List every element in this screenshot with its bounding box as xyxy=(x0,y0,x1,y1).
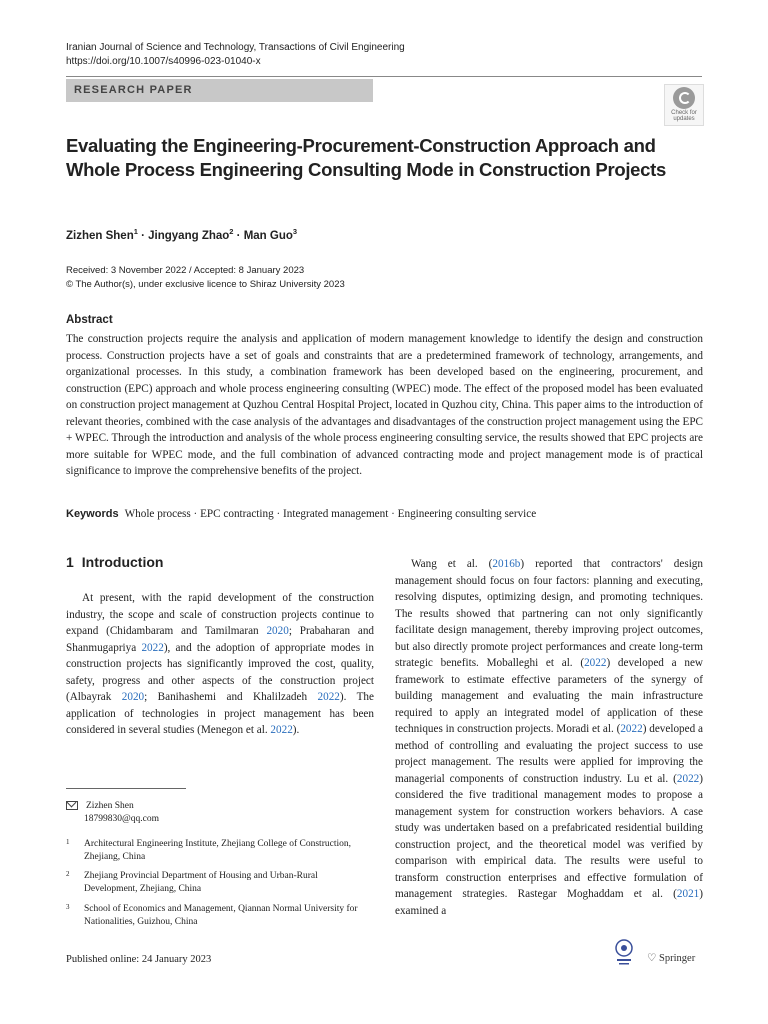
body-text: ) developed a new framework to estimate effective parameters of the synergy of building management and evaluating the main infrastructure required to apply an integrated model of application of these techniques in construction projects. Moradi et al. ( xyxy=(395,657,703,735)
abstract-heading: Abstract xyxy=(66,314,113,326)
publisher-logos xyxy=(611,938,703,972)
article-dates xyxy=(66,264,345,292)
citation-link[interactable]: 2021 xyxy=(676,888,700,900)
body-text: ), and the adoption of appropriate modes in construction projects has significantly improved the cost, quality, safety, progress and other aspects of the construction project (Albayrak xyxy=(66,641,374,703)
affiliation-number: 2 xyxy=(66,870,70,878)
keywords-text: Whole process · EPC contracting · Integrated management · Engineering consulting service xyxy=(124,508,537,520)
citation-link[interactable]: 2016b xyxy=(492,558,521,570)
body-text: ) developed a method of controlling and evaluating the project success to use project management. The results were applied for improving the managerial components of construction industry. Lu et al. ( xyxy=(395,723,703,785)
author-separator: · xyxy=(233,229,244,242)
body-text: At present, with the rapid development of the construction industry, the scope and scale of construction projects continue to expand (Chidambaram and Tamilmaran xyxy=(66,592,374,637)
body-text: ; Prabaharan and Shanmugapriya xyxy=(66,625,375,654)
received-accepted: Received: 3 November 2022 / Accepted: 8 January 2023 xyxy=(66,265,305,276)
check-for-updates-button[interactable] xyxy=(664,84,704,126)
body-text: ). xyxy=(292,724,300,736)
keywords-label: Keywords xyxy=(66,508,119,520)
published-date: Published online: 24 January 2023 xyxy=(66,954,212,965)
doi-link[interactable]: https://doi.org/10.1007/s40996-023-01040-x xyxy=(66,56,261,67)
author-affiliation-mark: 2 xyxy=(229,227,234,236)
body-text: ; Banihashemi and Khalilzadeh xyxy=(144,691,318,703)
check-updates-icon xyxy=(673,87,695,109)
body-text: ) reported that contractors' design management should focus on four factors: planning and executing, resolving disputes, optimizing design, and promoting techniques. The results showed that partnering can not only significantly facilitate design management, thereby improving project outcomes, but also directly promote project performances and create long-term strategic benefits. Moballeghi et al. ( xyxy=(395,558,703,669)
affiliation-text: Architectural Engineering Institute, Zhejiang College of Construction, Zhejiang, China xyxy=(84,839,351,862)
springer-logo: ♡ Springer xyxy=(647,953,696,964)
citation-link[interactable]: 2022 xyxy=(141,641,164,654)
citation-link[interactable]: 2020 xyxy=(266,625,289,637)
citation-link[interactable]: 2022 xyxy=(317,691,340,703)
body-text: Wang et al. ( xyxy=(411,558,493,570)
article-title: Evaluating the Engineering-Procurement-Construction Approach and Whole Process Engineering Consulting Mode in Construction Projects xyxy=(66,135,667,180)
affiliation-1 xyxy=(66,838,366,863)
footnote-rule xyxy=(66,788,186,789)
affiliation-text: School of Economics and Management, Qiannan Normal University for Nationalities, Guizhou, China xyxy=(84,904,358,927)
check-updates-label: Check for updates xyxy=(671,110,697,122)
author-name[interactable]: Jingyang Zhao xyxy=(148,229,230,242)
journal-name: Iranian Journal of Science and Technology, Transactions of Civil Engineering xyxy=(66,42,405,53)
body-text: ) considered the five traditional management modes to propose a management system for construction workers behaviors. A case study was undertaken based on a prefabricated residential building construction project, and the theoretical model was verified by comparison with empirical data. The results were useful to transform construction enterprises and effective formulation of management strategies. Rastegar Moghaddam et al. ( xyxy=(395,772,703,900)
section-number: 1 xyxy=(66,554,74,570)
article-type-label: RESEARCH PAPER xyxy=(74,84,193,96)
author-separator: · xyxy=(137,229,149,242)
citation-link[interactable]: 2022 xyxy=(584,657,607,669)
citation-link[interactable]: 2020 xyxy=(121,691,145,703)
copyright-line: © The Author(s), under exclusive licence to Shiraz University 2023 xyxy=(66,279,345,290)
citation-link[interactable]: 2022 xyxy=(676,772,700,785)
affiliation-text: Zhejiang Provincial Department of Housing and Urban-Rural Development, Zhejiang, China xyxy=(84,871,318,894)
intro-right-column xyxy=(395,556,703,919)
body-text: ) examined a xyxy=(395,888,703,917)
abstract-text: The construction projects require the analysis and application of modern management knowledge to identify the design and construction process. Construction projects have a set of goals and constraints that are a predetermined framework of technology, arrangements, and organizational processes. In this study, a combination framework has been developed based on the engineering, procurement, and construction (EPC) approach and whole process engineering consulting (WPEC) mode. The effect of the proposed model has been evaluated on construction project management at Quzhou Central Hospital Project, located in Quzhou city, China. This paper aims to the introduction of relevant theories, combined with the case analysis of the advantages and disadvantages of the construction project management using the EPC + WPEC. Through the introduction and analysis of the whole process engineering consulting service, the results showed that EPC projects are more suitable for WPEC mode, and the full combination of advanced contracting mode and project management mode is of practical significance to improve the comprehensive benefits of the project. xyxy=(66,333,703,477)
corresponding-email[interactable]: 18799830@qq.com xyxy=(84,813,159,824)
affiliation-3 xyxy=(66,903,366,928)
intro-left-column xyxy=(66,590,374,739)
shiraz-university-logo xyxy=(611,938,637,968)
keywords-line xyxy=(66,508,703,520)
affiliation-2 xyxy=(66,870,366,895)
author-name[interactable]: Zizhen Shen xyxy=(66,229,134,242)
affiliation-number: 1 xyxy=(66,838,70,846)
citation-link[interactable]: 2022 xyxy=(620,723,643,735)
correspondence-note xyxy=(66,800,159,825)
author-list xyxy=(66,227,297,242)
section-title: Introduction xyxy=(81,554,164,570)
author-affiliation-mark: 1 xyxy=(133,227,138,236)
envelope-icon xyxy=(66,801,78,810)
author-affiliation-mark: 3 xyxy=(292,227,298,236)
citation-link[interactable]: 2022 xyxy=(270,724,293,736)
body-text: ). The application of technologies in project management has been considered in several studies (Menegon et al. xyxy=(66,691,374,736)
affiliation-number: 3 xyxy=(66,903,70,911)
author-name[interactable]: Man Guo xyxy=(243,229,293,242)
article-type-band xyxy=(66,79,373,102)
header-rule xyxy=(66,76,702,77)
corresponding-author: Zizhen Shen xyxy=(86,801,134,811)
section-heading-introduction xyxy=(66,554,163,570)
